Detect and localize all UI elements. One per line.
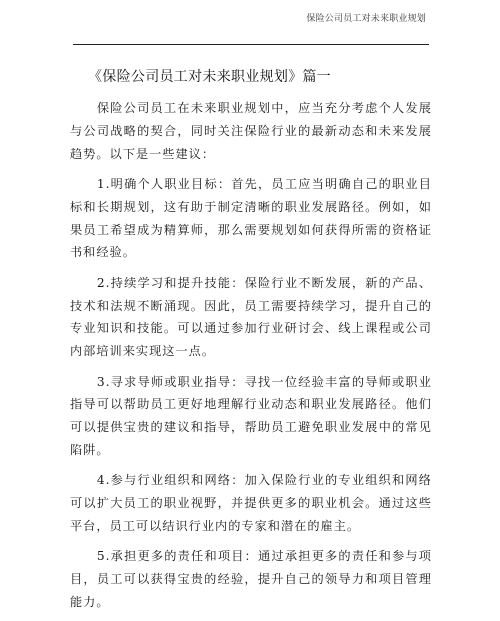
suggestion-4-paragraph: 4.参与行业组织和网络：加入保险行业的专业组织和网络可以扩大员工的职业视野，并提供更多的职业机会。通过这些平台，员工可以结识行业内的专家和潜在的雇主。 xyxy=(70,473,432,533)
document-title: 《保险公司员工对未来职业规划》篇一 xyxy=(88,69,332,85)
suggestion-1-paragraph: 1.明确个人职业目标：首先，员工应当明确自己的职业目标和长期规划，这有助于制定清晰的职业发展路径。例如，如果员工希望成为精算师，那么需要规划如何获得所需的资格证书和经验。 xyxy=(70,176,432,260)
document-body xyxy=(70,97,432,621)
suggestion-5-paragraph: 5.承担更多的责任和项目：通过承担更多的责任和参与项目，员工可以获得宝贵的经验，提升自己的领导力和项目管理能力。 xyxy=(70,549,432,609)
suggestion-3-paragraph: 3.寻求导师或职业指导：寻找一位经验丰富的导师或职业指导可以帮助员工更好地理解行业动态和职业发展路径。他们可以提供宝贵的建议和指导，帮助员工避免职业发展中的常见陷阱。 xyxy=(70,374,432,457)
page-header xyxy=(0,0,500,44)
running-header-title: 保险公司员工对未来职业规划 xyxy=(306,14,426,24)
intro-paragraph: 保险公司员工在未来职业规划中，应当充分考虑个人发展与公司战略的契合，同时关注保险行业的最新动态和未来发展趋势。以下是一些建议： xyxy=(70,101,432,161)
header-divider xyxy=(73,44,429,45)
suggestion-2-paragraph: 2.持续学习和提升技能：保险行业不断发展，新的产品、技术和法规不断涌现。因此，员工需要持续学习，提升自己的专业知识和技能。可以通过参加行业研讨会、线上课程或公司内部培训来实现这一点。 xyxy=(70,275,432,359)
